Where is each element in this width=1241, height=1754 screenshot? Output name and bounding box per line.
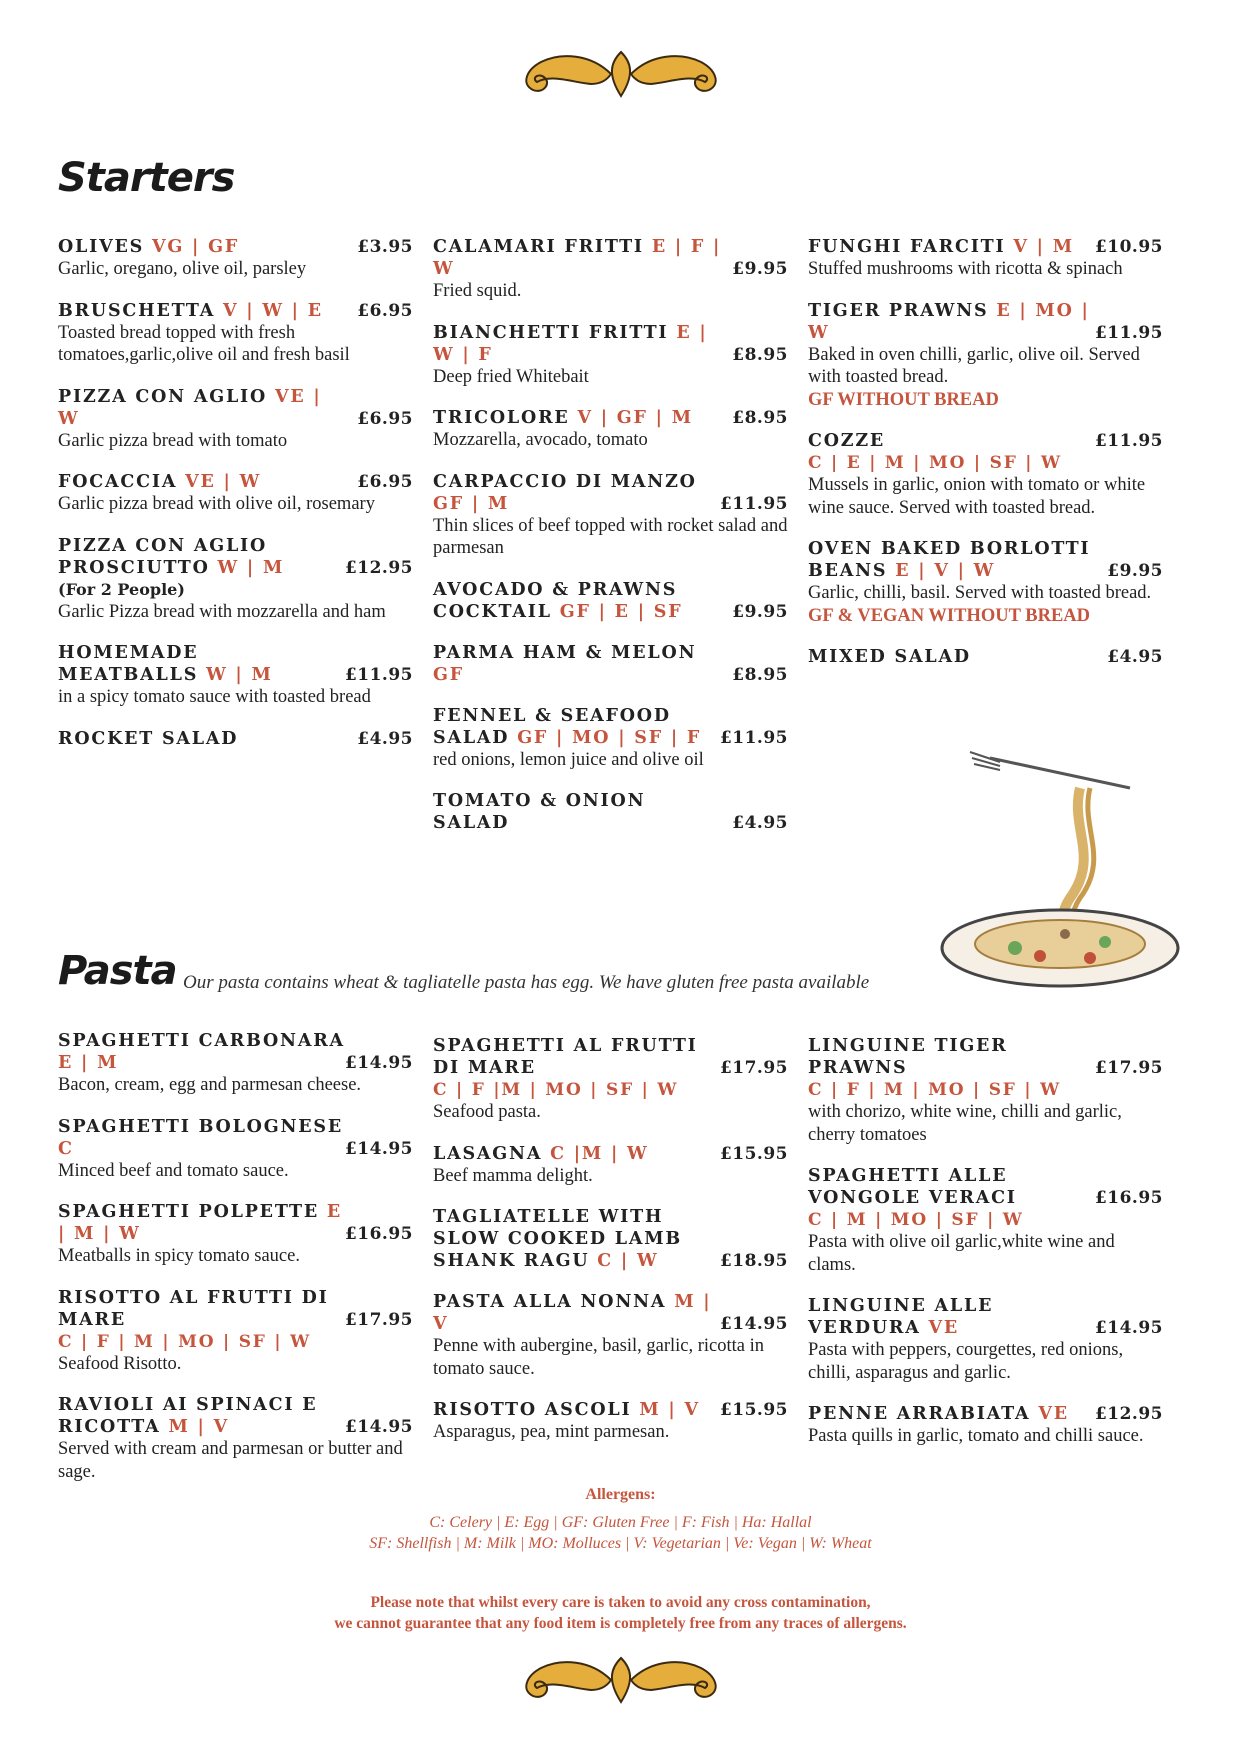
menu-item-header bbox=[58, 728, 413, 750]
menu-item-price: £17.95 bbox=[1094, 1058, 1163, 1078]
allergen-tags: C | F | M | MO | SF | W bbox=[808, 1080, 1061, 1100]
menu-item-description: Garlic, oregano, olive oil, parsley bbox=[58, 259, 307, 279]
menu-item-price: £10.95 bbox=[1094, 237, 1163, 257]
menu-item-price: £15.95 bbox=[719, 1400, 788, 1420]
menu-item-price: £17.95 bbox=[344, 1309, 413, 1330]
menu-item-description: Pasta quills in garlic, tomato and chilli sauce. bbox=[808, 1426, 1144, 1446]
menu-item bbox=[58, 236, 413, 281]
menu-item-header bbox=[58, 386, 413, 430]
allergen-tags: VE bbox=[1038, 1404, 1069, 1424]
dish-name: TRICOLORE bbox=[433, 408, 570, 428]
menu-item bbox=[433, 1291, 788, 1380]
dietary-note: GF & VEGAN WITHOUT BREAD bbox=[808, 605, 1090, 626]
menu-item-name bbox=[808, 430, 885, 452]
menu-item-header bbox=[433, 1035, 788, 1079]
starters-column-2 bbox=[433, 236, 788, 853]
allergen-tags: C | M | MO | SF | W bbox=[808, 1210, 1024, 1230]
menu-item bbox=[433, 1143, 788, 1188]
serving-note: (For 2 People) bbox=[58, 579, 185, 599]
dish-name: CARPACCIO DI MANZO bbox=[433, 471, 697, 492]
dish-name: BIANCHETTI FRITTI bbox=[433, 322, 669, 343]
dish-name: MIXED SALAD bbox=[808, 647, 971, 667]
menu-item-price: £16.95 bbox=[1094, 1188, 1163, 1208]
dish-name: AVOCADO & PRAWNS COCKTAIL bbox=[433, 579, 678, 622]
allergens-title: Allergens: bbox=[585, 1486, 656, 1503]
dish-name: RAVIOLI AI SPINACI E RICOTTA bbox=[58, 1395, 318, 1437]
dish-name: SPAGHETTI CARBONARA bbox=[58, 1031, 345, 1051]
menu-item bbox=[433, 471, 788, 560]
menu-item-price: £11.95 bbox=[344, 665, 413, 685]
allergen-tags: M | V bbox=[639, 1400, 700, 1420]
menu-item-price: £4.95 bbox=[1107, 647, 1163, 667]
menu-item-name bbox=[58, 236, 239, 258]
menu-item-price: £11.95 bbox=[1094, 322, 1163, 343]
menu-item-name bbox=[433, 1291, 720, 1335]
dish-name: CALAMARI FRITTI bbox=[433, 237, 644, 257]
allergen-tags: C | W bbox=[597, 1251, 659, 1271]
disclaimer-line-1: Please note that whilst every care is taken to avoid any cross contamination, bbox=[370, 1594, 871, 1611]
menu-item-price: £12.95 bbox=[344, 557, 413, 578]
allergens-legend bbox=[0, 1486, 1241, 1554]
menu-item-header bbox=[808, 1403, 1163, 1425]
menu-item-name bbox=[808, 538, 1098, 582]
menu-item-description: Minced beef and tomato sauce. bbox=[58, 1160, 289, 1181]
allergen-tags: W | M bbox=[206, 665, 273, 685]
menu-item-description: Garlic pizza bread with olive oil, rosemary bbox=[58, 494, 375, 514]
menu-item-price: £15.95 bbox=[719, 1143, 788, 1164]
menu-item-name bbox=[58, 300, 323, 322]
menu-item-name bbox=[433, 705, 720, 749]
menu-item-header bbox=[58, 471, 413, 493]
dish-name: TIGER PRAWNS bbox=[808, 300, 989, 321]
dish-name: FENNEL & SEAFOOD SALAD bbox=[433, 705, 671, 748]
menu-item-description: Stuffed mushrooms with ricotta & spinach bbox=[808, 259, 1123, 279]
dish-name: SPAGHETTI POLPETTE bbox=[58, 1202, 319, 1222]
top-ornament bbox=[0, 44, 1241, 114]
dietary-note: GF WITHOUT BREAD bbox=[808, 389, 999, 410]
menu-item bbox=[808, 1165, 1163, 1276]
menu-item-name bbox=[58, 471, 261, 493]
dish-name: RISOTTO ASCOLI bbox=[433, 1400, 632, 1420]
menu-item-name bbox=[433, 1206, 720, 1272]
menu-item-description: Served with cream and parmesan or butter and sage. bbox=[58, 1439, 403, 1482]
pasta-column-1 bbox=[58, 1030, 413, 1502]
menu-item-name bbox=[433, 642, 723, 686]
allergen-tags: M | V bbox=[168, 1417, 229, 1437]
menu-item bbox=[433, 1206, 788, 1272]
pasta-title: Pasta bbox=[58, 948, 177, 994]
menu-item-name bbox=[58, 728, 238, 750]
menu-item bbox=[808, 1403, 1163, 1448]
menu-item-price: £4.95 bbox=[357, 728, 413, 749]
dish-name: OVEN BAKED BORLOTTI BEANS bbox=[808, 539, 1091, 581]
menu-item-name bbox=[433, 322, 723, 366]
dish-name: SPAGHETTI AL FRUTTI DI MARE bbox=[433, 1036, 698, 1078]
menu-item-header bbox=[58, 1394, 413, 1438]
allergen-tags: VG | GF bbox=[152, 237, 240, 257]
allergen-tags: GF | E | SF bbox=[559, 601, 683, 622]
menu-item bbox=[808, 236, 1163, 281]
dish-name: LINGUINE TIGER PRAWNS bbox=[808, 1036, 1008, 1078]
allergen-tags: E | F | W bbox=[433, 237, 722, 279]
allergen-tags: VE | W bbox=[185, 472, 262, 492]
allergen-tags: E | M bbox=[58, 1053, 119, 1073]
menu-item-price: £14.95 bbox=[344, 1138, 413, 1159]
menu-item bbox=[808, 300, 1163, 412]
starters-column-3 bbox=[808, 236, 1163, 687]
menu-item-description: Mozzarella, avocado, tomato bbox=[433, 430, 648, 450]
menu-item-header bbox=[58, 1030, 413, 1074]
menu-item-description: Mussels in garlic, onion with tomato or white wine sauce. Served with toasted bread. bbox=[808, 475, 1146, 518]
menu-item-price: £11.95 bbox=[719, 727, 788, 748]
dish-name: OLIVES bbox=[58, 237, 145, 257]
menu-item bbox=[433, 236, 788, 303]
menu-item bbox=[58, 1287, 413, 1376]
menu-item bbox=[58, 642, 413, 709]
menu-item bbox=[433, 705, 788, 772]
menu-item-header bbox=[58, 642, 413, 686]
allergen-tags: C |M | W bbox=[550, 1143, 649, 1164]
menu-item-header bbox=[808, 236, 1163, 258]
allergen-tags: V | M bbox=[1013, 237, 1074, 257]
menu-item-name bbox=[433, 1035, 720, 1079]
allergens-line-1: C: Celery | E: Egg | GF: Gluten Free | F: Fish | Ha: Hallal bbox=[429, 1514, 812, 1531]
menu-item-header bbox=[433, 1399, 788, 1421]
menu-item bbox=[433, 1035, 788, 1124]
menu-item bbox=[808, 430, 1163, 519]
dish-name: PIZZA CON AGLIO PROSCIUTTO bbox=[58, 535, 268, 578]
allergens-line-2: SF: Shellfish | M: Milk | MO: Molluces | V: Vegetarian | Ve: Vegan | W: Wheat bbox=[369, 1535, 872, 1552]
dish-name: HOMEMADE MEATBALLS bbox=[58, 643, 199, 685]
menu-item-header bbox=[433, 642, 788, 686]
menu-item bbox=[58, 471, 413, 516]
menu-item-description: Pasta with peppers, courgettes, red onions, chilli, asparagus and garlic. bbox=[808, 1340, 1124, 1383]
dish-name: SPAGHETTI BOLOGNESE bbox=[58, 1116, 343, 1137]
menu-item-name bbox=[58, 1287, 345, 1331]
allergen-tags: V | W | E bbox=[222, 300, 323, 321]
menu-item-name bbox=[58, 1116, 345, 1160]
menu-item-price: £3.95 bbox=[357, 237, 413, 257]
dish-name: RISOTTO AL FRUTTI DI MARE bbox=[58, 1287, 329, 1330]
allergen-tags: GF | MO | SF | F bbox=[517, 727, 702, 748]
menu-item-price: £11.95 bbox=[719, 493, 788, 514]
menu-item-header bbox=[433, 1143, 788, 1165]
menu-item-header bbox=[58, 1201, 413, 1245]
menu-item-description: with chorizo, white wine, chilli and garlic, cherry tomatoes bbox=[808, 1102, 1122, 1145]
menu-item-description: Deep fried Whitebait bbox=[433, 366, 589, 387]
menu-item-price: £18.95 bbox=[719, 1251, 788, 1271]
menu-item bbox=[58, 1201, 413, 1268]
menu-item-description: Meatballs in spicy tomato sauce. bbox=[58, 1246, 300, 1266]
allergen-tags: E | V | W bbox=[895, 561, 996, 581]
menu-item-header bbox=[58, 535, 413, 579]
pasta-column-3 bbox=[808, 1035, 1163, 1467]
dish-name: PIZZA CON AGLIO bbox=[58, 386, 268, 407]
menu-item-name bbox=[808, 1403, 1069, 1425]
dish-name: LINGUINE ALLE VERDURA bbox=[808, 1296, 994, 1338]
pasta-column-2 bbox=[433, 1035, 788, 1463]
menu-item-name bbox=[433, 790, 723, 834]
menu-item-header bbox=[808, 430, 1163, 452]
menu-item-name bbox=[808, 1035, 1095, 1079]
menu-item-header bbox=[433, 579, 788, 623]
menu-item-description: Fried squid. bbox=[433, 281, 522, 301]
menu-item-description: Garlic Pizza bread with mozzarella and ham bbox=[58, 601, 386, 622]
menu-item-name bbox=[808, 300, 1095, 344]
allergen-tags: C | E | M | MO | SF | W bbox=[808, 453, 1062, 473]
menu-item-price: £12.95 bbox=[1094, 1404, 1163, 1424]
allergen-tags: E | W | F bbox=[433, 322, 708, 365]
menu-item bbox=[433, 642, 788, 686]
starters-column-1 bbox=[58, 236, 413, 769]
menu-item-description: Pasta with olive oil garlic,white wine and clams. bbox=[808, 1232, 1115, 1275]
menu-item-price: £9.95 bbox=[732, 601, 788, 622]
menu-item-name bbox=[58, 386, 348, 430]
menu-item-price: £16.95 bbox=[344, 1224, 413, 1244]
allergen-tags: C | F | M | MO | SF | W bbox=[58, 1331, 311, 1352]
menu-item bbox=[433, 579, 788, 623]
allergen-tags: GF | M bbox=[433, 493, 510, 514]
dish-name: LASAGNA bbox=[433, 1143, 543, 1164]
menu-item bbox=[58, 535, 413, 624]
menu-item-description: Bacon, cream, egg and parmesan cheese. bbox=[58, 1075, 362, 1095]
dish-name: PASTA ALLA NONNA bbox=[433, 1292, 667, 1312]
menu-item-description: Thin slices of beef topped with rocket salad and parmesan bbox=[433, 515, 788, 558]
menu-item-header bbox=[58, 1116, 413, 1160]
menu-item-header bbox=[808, 538, 1163, 582]
allergen-tags: W | M bbox=[217, 557, 285, 578]
menu-item-name bbox=[58, 642, 345, 686]
menu-item-price: £6.95 bbox=[357, 300, 413, 321]
menu-item-header bbox=[433, 1291, 788, 1335]
allergen-tags: M | V bbox=[433, 1292, 712, 1334]
menu-item-price: £8.95 bbox=[732, 664, 788, 685]
menu-item-name bbox=[808, 1165, 1095, 1209]
allergen-tags: C | F |M | MO | SF | W bbox=[433, 1080, 679, 1100]
menu-item bbox=[808, 1295, 1163, 1384]
menu-item bbox=[433, 407, 788, 452]
allergen-tags: E | MO | W bbox=[808, 300, 1090, 343]
pasta-note: Our pasta contains wheat & tagliatelle pasta has egg. We have gluten free pasta available bbox=[183, 972, 870, 993]
menu-item bbox=[433, 1399, 788, 1444]
allergen-tags: GF bbox=[433, 664, 464, 685]
menu-item bbox=[808, 1035, 1163, 1146]
menu-item-price: £14.95 bbox=[344, 1053, 413, 1073]
dish-name: PARMA HAM & MELON bbox=[433, 642, 697, 663]
menu-item-name bbox=[433, 579, 723, 623]
allergen-disclaimer bbox=[0, 1592, 1241, 1634]
menu-item-header bbox=[808, 646, 1163, 668]
pasta-plate-illustration bbox=[930, 748, 1190, 1002]
menu-item-header bbox=[433, 236, 788, 280]
menu-item-name bbox=[58, 1201, 345, 1245]
menu-item-header bbox=[433, 705, 788, 749]
menu-item-description: Baked in oven chilli, garlic, olive oil. Served with toasted bread. bbox=[808, 344, 1140, 387]
menu-item-header bbox=[58, 300, 413, 322]
dish-name: TOMATO & ONION SALAD bbox=[433, 791, 646, 833]
dish-name: ROCKET SALAD bbox=[58, 728, 239, 749]
menu-item bbox=[808, 538, 1163, 627]
menu-item-header bbox=[58, 1287, 413, 1331]
menu-item-header bbox=[433, 322, 788, 366]
dish-name: BRUSCHETTA bbox=[58, 300, 216, 321]
menu-item-price: £9.95 bbox=[1107, 561, 1163, 581]
menu-item bbox=[58, 1030, 413, 1097]
menu-item-price: £6.95 bbox=[357, 408, 413, 429]
dish-name: COZZE bbox=[808, 431, 886, 451]
menu-item-price: £8.95 bbox=[732, 344, 788, 365]
menu-item-name bbox=[433, 471, 720, 515]
menu-item-header bbox=[808, 300, 1163, 344]
starters-title: Starters bbox=[58, 155, 235, 201]
menu-item-header bbox=[808, 1165, 1163, 1209]
menu-item-name bbox=[808, 1295, 1095, 1339]
menu-item-price: £6.95 bbox=[357, 472, 413, 492]
menu-item-price: £14.95 bbox=[1094, 1318, 1163, 1338]
menu-item-header bbox=[433, 790, 788, 834]
disclaimer-line-2: we cannot guarantee that any food item is completely free from any traces of allergens. bbox=[334, 1615, 907, 1632]
menu-item-header bbox=[808, 1295, 1163, 1339]
menu-item-description: Seafood pasta. bbox=[433, 1102, 541, 1122]
dish-name: PENNE ARRABIATA bbox=[808, 1404, 1031, 1424]
menu-item bbox=[58, 728, 413, 750]
menu-item-name bbox=[808, 236, 1074, 258]
menu-item-description: Toasted bread topped with fresh tomatoes,garlic,olive oil and fresh basil bbox=[58, 322, 350, 365]
menu-item-description: Garlic pizza bread with tomato bbox=[58, 430, 288, 451]
allergen-tags: VE bbox=[928, 1318, 960, 1338]
menu-item-description: Seafood Risotto. bbox=[58, 1353, 182, 1374]
menu-item-price: £9.95 bbox=[732, 259, 788, 279]
menu-item-description: Garlic, chilli, basil. Served with toasted bread. bbox=[808, 583, 1152, 603]
dish-name: FUNGHI FARCITI bbox=[808, 237, 1006, 257]
menu-item-price: £17.95 bbox=[719, 1058, 788, 1078]
menu-item-name bbox=[58, 535, 345, 579]
menu-item-header bbox=[808, 1035, 1163, 1079]
menu-item bbox=[58, 300, 413, 367]
menu-item-price: £11.95 bbox=[1094, 431, 1163, 451]
menu-item-price: £14.95 bbox=[719, 1314, 788, 1334]
dish-name: SPAGHETTI ALLE VONGOLE VERACI bbox=[808, 1166, 1017, 1208]
menu-item bbox=[808, 646, 1163, 668]
menu-item bbox=[433, 322, 788, 389]
allergen-tags: VE | W bbox=[58, 386, 322, 429]
menu-item-description: Asparagus, pea, mint parmesan. bbox=[433, 1422, 670, 1442]
menu-item-header bbox=[433, 1206, 788, 1272]
bottom-ornament bbox=[0, 1650, 1241, 1720]
menu-item-price: £4.95 bbox=[732, 813, 788, 833]
menu-item-header bbox=[58, 236, 413, 258]
menu-item-name bbox=[433, 236, 723, 280]
menu-item-name bbox=[58, 1394, 345, 1438]
menu-item-description: Beef mamma delight. bbox=[433, 1165, 593, 1186]
dish-name: TAGLIATELLE WITH SLOW COOKED LAMB SHANK RAGU bbox=[433, 1207, 683, 1271]
menu-item-name bbox=[433, 407, 693, 429]
allergen-tags: V | GF | M bbox=[577, 408, 693, 428]
menu-item bbox=[58, 1116, 413, 1183]
menu-item-header bbox=[433, 407, 788, 429]
menu-item-name bbox=[808, 646, 971, 668]
menu-item-price: £8.95 bbox=[732, 408, 788, 428]
menu-item bbox=[58, 386, 413, 453]
dish-name: FOCACCIA bbox=[58, 472, 178, 492]
menu-item bbox=[58, 1394, 413, 1483]
allergen-tags: C bbox=[58, 1138, 74, 1159]
menu-item-price: £14.95 bbox=[344, 1417, 413, 1437]
menu-item-description: in a spicy tomato sauce with toasted bread bbox=[58, 687, 371, 707]
menu-item-name bbox=[58, 1030, 345, 1074]
menu-item-header bbox=[433, 471, 788, 515]
menu-item bbox=[433, 790, 788, 834]
menu-item-name bbox=[433, 1143, 649, 1165]
menu-item-name bbox=[433, 1399, 700, 1421]
menu-item-description: Penne with aubergine, basil, garlic, ricotta in tomato sauce. bbox=[433, 1336, 765, 1379]
allergen-tags: E | M | W bbox=[58, 1202, 343, 1244]
menu-item-description: red onions, lemon juice and olive oil bbox=[433, 749, 704, 770]
